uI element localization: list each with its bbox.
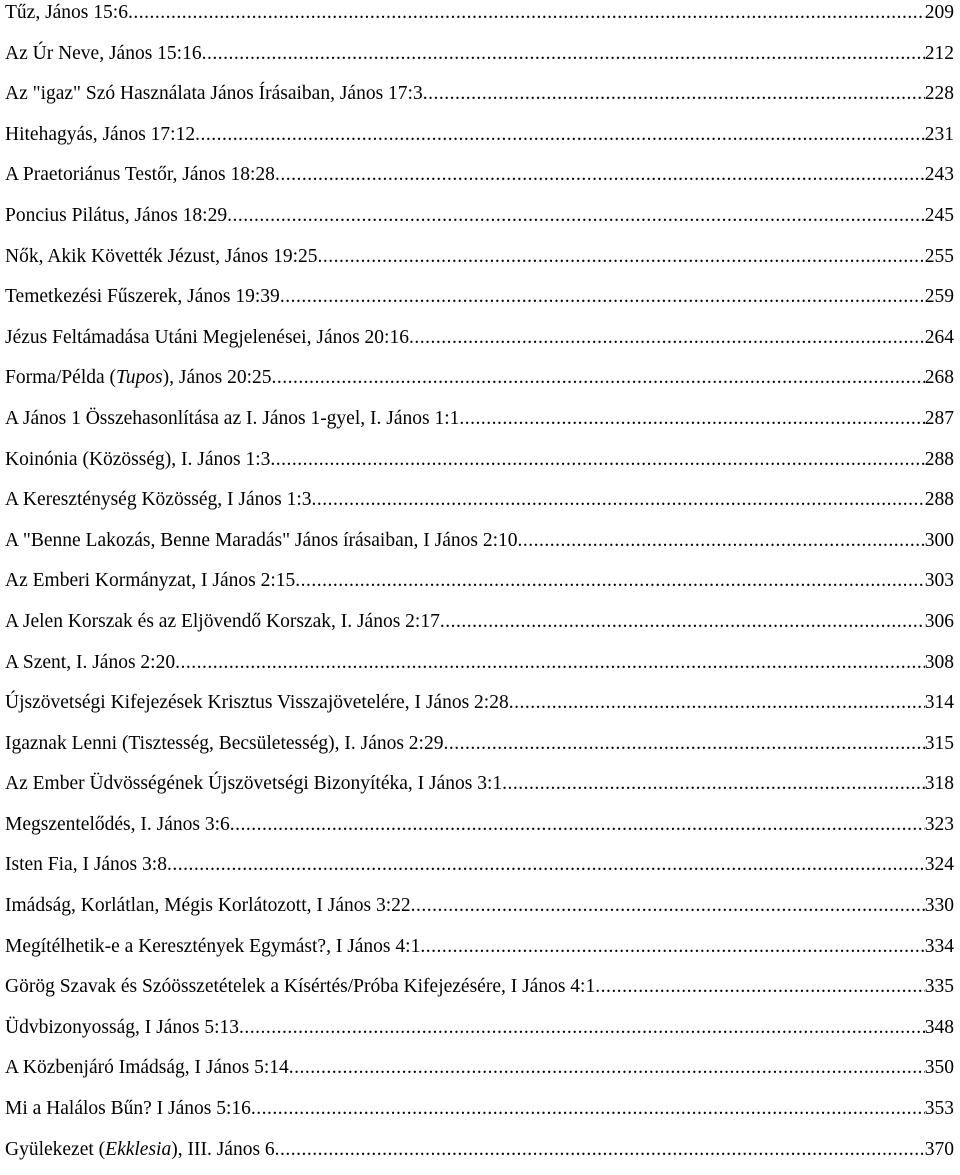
toc-title-italic: Ekklesia — [105, 1138, 172, 1160]
toc-dot-leader — [230, 805, 925, 846]
toc-dot-leader — [280, 277, 925, 318]
toc-entry-title: Igaznak Lenni (Tisztesség, Becsületesség), I. János 2:29 — [5, 732, 444, 754]
toc-dot-leader — [459, 399, 924, 440]
toc-dot-leader — [289, 1048, 925, 1089]
toc-entry-title: Megszentelődés, I. János 3:6 — [5, 813, 230, 835]
toc-entry — [5, 845, 954, 886]
toc-dot-leader — [423, 74, 925, 115]
toc-entry-title: A Szent, I. János 2:20 — [5, 651, 176, 673]
toc-entry-title: A János 1 Összehasonlítása az I. János 1-gyel, I. János 1:1 — [5, 407, 460, 429]
toc-dot-leader — [195, 115, 925, 156]
toc-entry-title: Megítélhetik-e a Keresztények Egymást?, I János 4:1 — [5, 935, 421, 957]
toc-dot-leader — [409, 318, 925, 359]
toc-entry-page: 306 — [924, 610, 954, 632]
toc-entry-page: 300 — [924, 529, 954, 551]
toc-entry — [5, 34, 954, 75]
toc-title-text: Forma/Példa ( — [5, 367, 117, 389]
toc-entry — [5, 399, 954, 440]
toc-dot-leader — [202, 34, 925, 75]
toc-entry — [5, 886, 954, 927]
toc-entry — [5, 643, 954, 684]
toc-dot-leader — [595, 967, 925, 1008]
toc-title-text: Gyülekezet ( — [5, 1138, 106, 1160]
toc-entry — [5, 196, 954, 237]
toc-entry-title: Temetkezési Fűszerek, János 19:39 — [5, 286, 280, 308]
toc-entry — [5, 521, 954, 562]
toc-entry-title: Az Úr Neve, János 15:16 — [5, 42, 202, 64]
toc-entry-page: 245 — [924, 204, 954, 226]
toc-entry-page: 212 — [924, 42, 954, 64]
toc-entry-page: 255 — [924, 245, 954, 267]
toc-entry-title — [5, 1130, 275, 1171]
toc-entry-page: 350 — [924, 1057, 954, 1079]
toc-entry — [5, 277, 954, 318]
toc-dot-leader — [167, 845, 925, 886]
toc-entry-title: Mi a Halálos Bűn? I János 5:16 — [5, 1098, 251, 1120]
toc-dot-leader — [411, 886, 925, 927]
toc-dot-leader — [239, 1008, 925, 1049]
toc-dot-leader — [318, 237, 925, 278]
toc-entry-title: Nők, Akik Követték Jézust, János 19:25 — [5, 245, 318, 267]
toc-entry-title: Imádság, Korlátlan, Mégis Korlátozott, I János 3:22 — [5, 895, 411, 917]
toc-entry-page: 330 — [924, 895, 954, 917]
toc-dot-leader — [270, 440, 924, 481]
toc-entry-title: Tűz, János 15:6 — [5, 2, 128, 23]
toc-entry-page: 318 — [924, 773, 954, 795]
toc-dot-leader — [275, 155, 925, 196]
toc-entry-title: Poncius Pilátus, János 18:29 — [5, 204, 228, 226]
toc-entry-page: 314 — [924, 692, 954, 714]
toc-entry-page: 209 — [924, 2, 954, 23]
toc-entry-page: 353 — [924, 1098, 954, 1120]
toc-dot-leader — [128, 0, 925, 34]
toc-entry — [5, 602, 954, 643]
toc-entry — [5, 967, 954, 1008]
toc-entry — [5, 1089, 954, 1130]
toc-dot-leader — [420, 927, 924, 968]
toc-dot-leader — [502, 764, 925, 805]
toc-entry-title: Koinónia (Közösség), I. János 1:3 — [5, 448, 271, 470]
toc-dot-leader — [275, 1130, 925, 1171]
toc-entry — [5, 155, 954, 196]
toc-entry — [5, 1130, 954, 1171]
toc-entry-title: Az Ember Üdvösségének Újszövetségi Bizonyítéka, I János 3:1 — [5, 773, 503, 795]
toc-entry-title: Hitehagyás, János 17:12 — [5, 123, 196, 145]
toc-entry-page: 287 — [924, 407, 954, 429]
toc-title-italic: Tupos — [116, 367, 163, 389]
toc-dot-leader — [518, 521, 925, 562]
toc-entry — [5, 683, 954, 724]
toc-entry — [5, 358, 954, 399]
toc-dot-leader — [295, 561, 924, 602]
toc-entry-page: 288 — [924, 448, 954, 470]
toc-entry-page: 308 — [924, 651, 954, 673]
toc-dot-leader — [312, 480, 925, 521]
toc-entry-title — [5, 358, 272, 399]
toc-entry-page: 323 — [924, 813, 954, 835]
toc-entry-page: 268 — [924, 367, 954, 389]
toc-entry-title: Az "igaz" Szó Használata János Írásaiban, János 17:3 — [5, 83, 423, 105]
toc-entry-page: 348 — [924, 1016, 954, 1038]
toc-entry-title: Az Emberi Kormányzat, I János 2:15 — [5, 570, 296, 592]
toc-entry-page: 231 — [924, 123, 954, 145]
toc-entry — [5, 0, 954, 34]
toc-entry-page: 243 — [924, 164, 954, 186]
toc-entry — [5, 74, 954, 115]
toc-entry-page: 334 — [924, 935, 954, 957]
toc-title-text: ), III. János 6 — [171, 1138, 275, 1160]
toc-entry-page: 335 — [924, 976, 954, 998]
toc-entry-title: Isten Fia, I János 3:8 — [5, 854, 167, 876]
toc-dot-leader — [509, 683, 925, 724]
toc-entry — [5, 1048, 954, 1089]
toc-entry-title: A Kereszténység Közösség, I János 1:3 — [5, 489, 312, 511]
toc-entry-title: Újszövetségi Kifejezések Krisztus Visszajövetelére, I János 2:28 — [5, 692, 509, 714]
toc-entry — [5, 480, 954, 521]
toc-entry — [5, 764, 954, 805]
table-of-contents — [5, 0, 954, 1170]
toc-entry-title: A Jelen Korszak és az Eljövendő Korszak, I. János 2:17 — [5, 610, 440, 632]
toc-entry-page: 259 — [924, 286, 954, 308]
toc-entry — [5, 927, 954, 968]
toc-dot-leader — [251, 1089, 925, 1130]
toc-entry — [5, 237, 954, 278]
toc-entry — [5, 440, 954, 481]
toc-dot-leader — [443, 724, 924, 765]
toc-entry-page: 303 — [924, 570, 954, 592]
toc-entry — [5, 805, 954, 846]
toc-title-text: ), János 20:25 — [162, 367, 272, 389]
toc-entry-page: 264 — [924, 326, 954, 348]
toc-entry — [5, 561, 954, 602]
toc-entry-page: 370 — [924, 1138, 954, 1160]
toc-entry-title: A "Benne Lakozás, Benne Maradás" János írásaiban, I János 2:10 — [5, 529, 518, 551]
toc-entry-title: Görög Szavak és Szóösszetételek a Kísértés/Próba Kifejezésére, I János 4:1 — [5, 976, 596, 998]
toc-entry-page: 315 — [924, 732, 954, 754]
toc-dot-leader — [227, 196, 925, 237]
toc-entry-title: A Praetoriánus Testőr, János 18:28 — [5, 164, 275, 186]
toc-entry-page: 288 — [924, 489, 954, 511]
toc-dot-leader — [272, 358, 925, 399]
toc-dot-leader — [440, 602, 925, 643]
toc-entry — [5, 115, 954, 156]
toc-dot-leader — [175, 643, 925, 684]
toc-entry-title: Jézus Feltámadása Utáni Megjelenései, János 20:16 — [5, 326, 409, 348]
toc-entry — [5, 724, 954, 765]
toc-entry-title: A Közbenjáró Imádság, I János 5:14 — [5, 1057, 289, 1079]
toc-entry-title: Üdvbizonyosság, I János 5:13 — [5, 1016, 239, 1038]
toc-entry — [5, 318, 954, 359]
toc-entry-page: 228 — [924, 83, 954, 105]
toc-entry — [5, 1008, 954, 1049]
toc-entry-page: 324 — [924, 854, 954, 876]
